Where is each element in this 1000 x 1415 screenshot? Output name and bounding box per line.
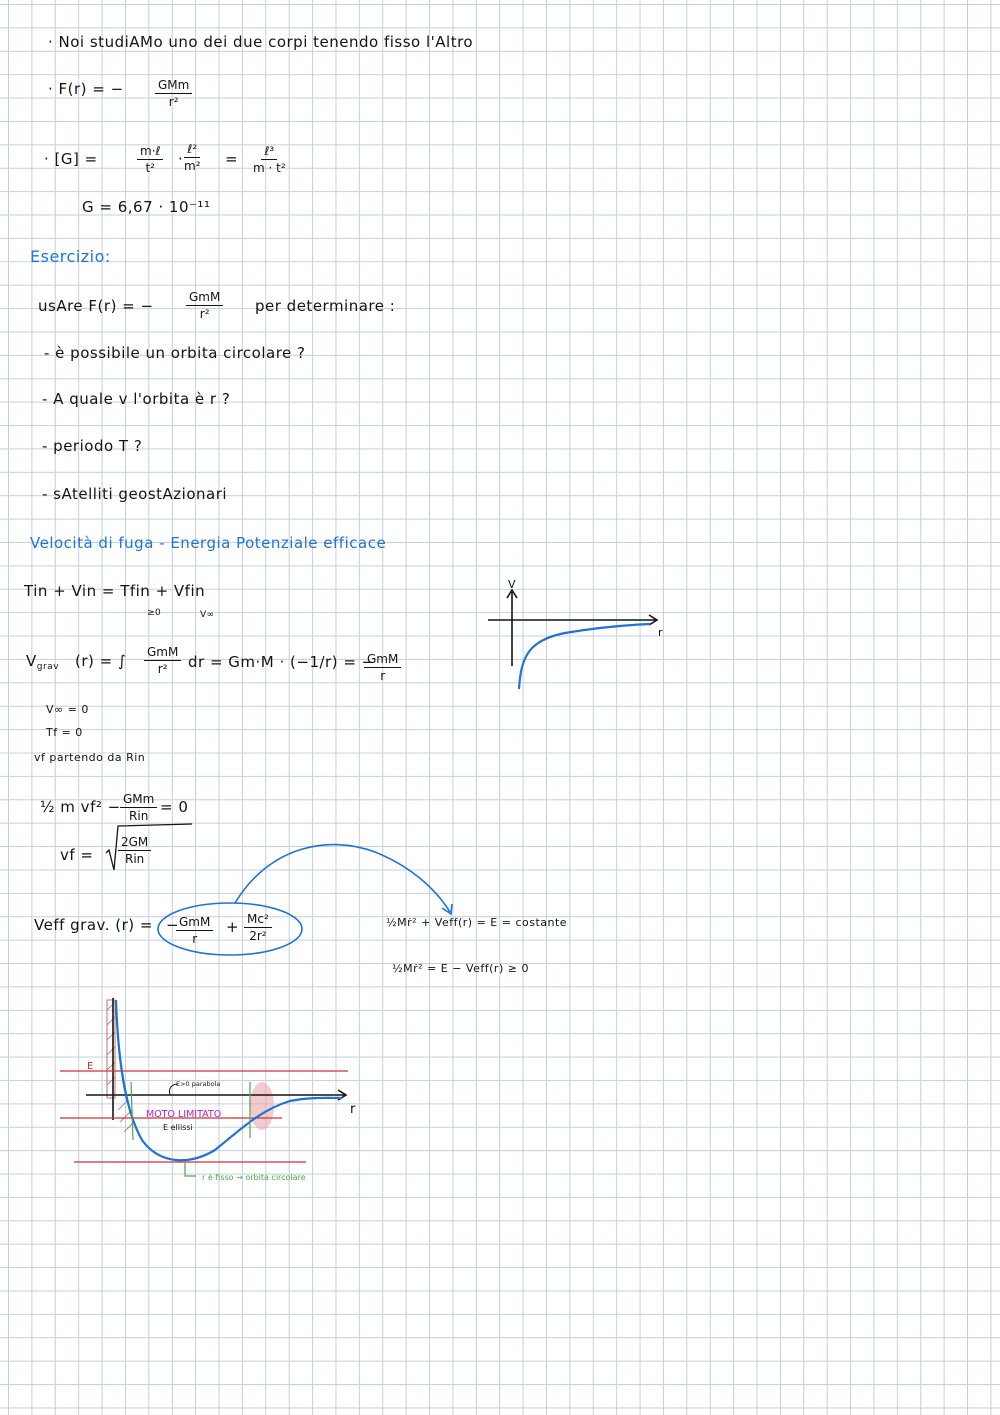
- dim-f2-num: ℓ²: [184, 142, 200, 158]
- vgrav-arg: (r) = ∫: [75, 652, 127, 670]
- cond-v-infinity: V∞ = 0: [46, 703, 89, 716]
- energy-ge-zero: ≥0: [147, 608, 162, 618]
- vf-label: vf =: [60, 846, 94, 864]
- forbidden-zone-right: [250, 1082, 274, 1130]
- dim-f2-den: m²: [184, 159, 201, 173]
- bullet-velocity: - A quale v l'orbita è r ?: [42, 390, 231, 408]
- graph-2-r-label: r: [350, 1102, 356, 1117]
- graph-1: [488, 590, 657, 666]
- veff-minus: −: [166, 916, 180, 934]
- vgrav-subscript: grav: [36, 662, 60, 672]
- energy-v-infinity: V∞: [200, 610, 215, 620]
- veff-t2-num: Mc²: [244, 912, 272, 928]
- hatch-line: [107, 1002, 115, 1010]
- veff-circle: [158, 903, 302, 955]
- dim-f1-den: t²: [145, 161, 155, 175]
- section-title: Velocità di fuga - Energia Potenziale efficace: [30, 534, 387, 552]
- hatch-line: [118, 1100, 128, 1110]
- energy-constant-2: ½Mṙ² = E − Veff(r) ≥ 0: [392, 962, 529, 975]
- esc-num: GMm: [120, 792, 157, 808]
- intro-line: · Noi studiAMo uno dei due corpi tenendo fisso l'Altro: [48, 33, 474, 51]
- veff-t1-num: GmM: [176, 915, 213, 931]
- cond-t-final: Tf = 0: [46, 726, 83, 739]
- ex-frac-den: r²: [199, 307, 210, 321]
- dim-f3-num: ℓ³: [261, 144, 277, 160]
- veff-plus: +: [226, 918, 240, 936]
- force-label: · F(r) = −: [48, 80, 124, 98]
- vgrav-int-num: GmM: [144, 645, 181, 661]
- esc-den: Rin: [129, 809, 149, 823]
- label-ellipse: E ellissi: [163, 1123, 193, 1132]
- bullet-circular-orbit: - è possibile un orbita circolare ?: [44, 344, 306, 362]
- label-open-orbit: E>0 parabola: [176, 1080, 221, 1088]
- dim-f3-den: m · t²: [253, 161, 286, 175]
- veff-label: Veff grav. (r) =: [34, 916, 153, 934]
- graph-1-v-label: V: [508, 578, 516, 591]
- vgrav-middle: dr = Gm·M · (−1/r) = −: [188, 653, 375, 671]
- hatch-line: [107, 1062, 115, 1070]
- exercise-title: Esercizio:: [30, 247, 111, 266]
- hatch-line: [107, 1017, 115, 1025]
- graph-1-r-label: r: [658, 626, 663, 639]
- g-value: G = 6,67 · 10⁻¹¹: [82, 198, 211, 216]
- dimension-equals: =: [225, 150, 239, 168]
- curved-arrow: [235, 845, 450, 912]
- effective-potential-curve: [116, 1000, 342, 1160]
- escape-equals-zero: = 0: [160, 798, 189, 816]
- force-numerator: GMm: [155, 78, 192, 94]
- vgrav-res-num: GmM: [364, 652, 401, 668]
- vgrav-v: V: [26, 652, 37, 670]
- label-circular-orbit: r è fisso → orbita circolare: [202, 1173, 306, 1182]
- hatch-line: [107, 1032, 115, 1040]
- dim-f1-num: m·ℓ: [137, 144, 163, 160]
- sqrt-sign: [106, 824, 192, 870]
- force-denominator: r²: [168, 95, 179, 109]
- curved-arrow-head: [442, 904, 452, 914]
- circular-orbit-marker: [185, 1163, 196, 1176]
- veff-t1-den: r: [192, 932, 198, 946]
- vf-den: Rin: [125, 852, 145, 866]
- energy-constant-1: ½Mṙ² + Veff(r) = E = costante: [386, 916, 568, 929]
- bullet-period: - periodo T ?: [42, 437, 143, 455]
- bullet-geostationary: - sAtelliti geostAzionari: [42, 485, 228, 503]
- exercise-use: usAre F(r) = −: [38, 297, 154, 315]
- cond-vf-from-rin: vf partendo da Rin: [34, 751, 146, 764]
- ex-frac-num: GmM: [186, 290, 223, 306]
- graph-1-potential-curve: [519, 624, 650, 689]
- hatch-line: [107, 1047, 115, 1055]
- veff-t2-den: 2r²: [249, 929, 267, 943]
- dimension-dot: ·: [178, 150, 184, 168]
- escape-half: ½ m vf² −: [40, 798, 121, 816]
- label-bounded-motion: MOTO LIMITATO: [146, 1109, 222, 1120]
- dimension-label: · [G] =: [44, 150, 98, 168]
- vf-num: 2GM: [118, 835, 151, 851]
- graph-2-e-label: E: [87, 1061, 94, 1072]
- hatch-line: [107, 1077, 115, 1085]
- vgrav-res-den: r: [380, 669, 386, 683]
- exercise-use-tail: per determinare :: [255, 297, 396, 315]
- vgrav-int-den: r²: [157, 662, 168, 676]
- energy-equation: Tin + Vin = Tfin + Vfin: [24, 582, 206, 600]
